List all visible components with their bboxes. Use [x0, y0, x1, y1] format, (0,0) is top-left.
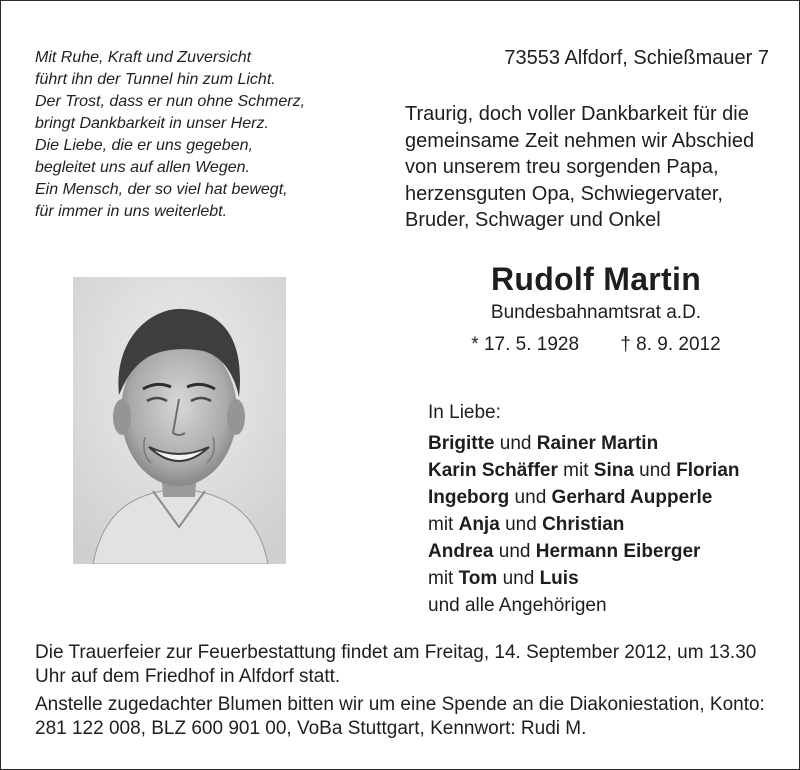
poem-line: für immer in uns weiterlebt.: [35, 203, 228, 220]
mourner-name: Brigitte: [428, 433, 495, 454]
intro-line: von unserem treu sorgenden Papa,: [405, 156, 719, 178]
deceased-block: [401, 259, 791, 357]
poem-line: Ein Mensch, der so viel hat bewegt,: [35, 181, 288, 198]
mourner-name: Hermann Eiberger: [535, 541, 701, 562]
mourners-heading: In Liebe:: [428, 402, 501, 423]
poem-line: Die Liebe, die er uns gegeben,: [35, 137, 253, 154]
mourner-line: [428, 511, 788, 538]
mourner-name: Tom: [458, 568, 498, 589]
mourner-name: Sina: [593, 460, 634, 481]
mourner-name: Ingeborg: [428, 487, 510, 508]
mourner-line: [428, 484, 788, 511]
portrait-photo-icon: [73, 277, 286, 564]
mourner-connector: mit: [428, 514, 459, 535]
mourner-line: [428, 430, 788, 457]
birth-date: * 17. 5. 1928: [471, 334, 580, 355]
poem: [35, 47, 375, 223]
mourner-connector: und alle Angehörigen: [428, 595, 607, 616]
mourners-list: [428, 399, 788, 619]
intro-line: gemeinsame Zeit nehmen wir Abschied: [405, 129, 755, 152]
mourner-connector: und: [497, 568, 540, 589]
mourner-connector: und: [493, 541, 536, 562]
mourner-name: Florian: [676, 460, 740, 481]
mourner-connector: und: [509, 487, 552, 508]
intro-line: herzensguten Opa, Schwiegervater,: [405, 182, 723, 205]
mourner-name: Andrea: [428, 541, 494, 562]
poem-line: bringt Dankbarkeit in unser Herz.: [35, 115, 269, 132]
donation-info: Anstelle zugedachter Blumen bitten wir um eine Spende an die Diakoniestation, Konto: 281 122 008, BLZ 600 901 00, VoBa Stuttgart, Kennwort: Rudi M.: [35, 694, 765, 739]
poem-line: begleitet uns auf allen Wegen.: [35, 159, 250, 176]
mourner-line: [428, 457, 788, 484]
intro-text: [405, 101, 785, 234]
mourner-line: [428, 538, 788, 565]
deceased-title: Bundesbahnamtsrat a.D.: [490, 302, 702, 323]
mourner-name: Karin Schäffer: [428, 460, 558, 481]
poem-line: führt ihn der Tunnel hin zum Licht.: [35, 71, 276, 88]
mourner-connector: und: [494, 433, 537, 454]
deceased-name: Rudolf Martin: [490, 261, 702, 297]
mourners-lines: [428, 430, 788, 619]
intro-line: Bruder, Schwager und Onkel: [405, 209, 661, 231]
poem-line: Der Trost, dass er nun ohne Schmerz,: [35, 93, 306, 110]
mourner-name: Rainer Martin: [536, 433, 659, 454]
mourner-name: Christian: [542, 514, 625, 535]
life-dates: [401, 333, 791, 357]
intro-line: Traurig, doch voller Dankbarkeit für die: [405, 103, 749, 125]
portrait-drawing: [73, 277, 286, 564]
mourner-line: [428, 592, 788, 619]
funeral-info: Die Trauerfeier zur Feuerbestattung findet am Freitag, 14. September 2012, um 13.30 Uhr auf dem Friedhof in Alfdorf statt.: [35, 642, 757, 687]
mourner-connector: und: [499, 514, 543, 535]
mourner-connector: und: [633, 460, 677, 481]
mourner-connector: mit: [557, 460, 594, 481]
footer-info: [35, 641, 775, 741]
death-date: † 8. 9. 2012: [620, 334, 721, 355]
mourner-name: Gerhard Aupperle: [551, 487, 713, 508]
mourner-line: [428, 565, 788, 592]
mourner-name: Luis: [539, 568, 579, 589]
address: 73553 Alfdorf, Schießmauer 7: [504, 47, 769, 69]
mourner-name: Anja: [458, 514, 500, 535]
poem-line: Mit Ruhe, Kraft und Zuversicht: [35, 49, 252, 66]
mourner-connector: mit: [428, 568, 459, 589]
